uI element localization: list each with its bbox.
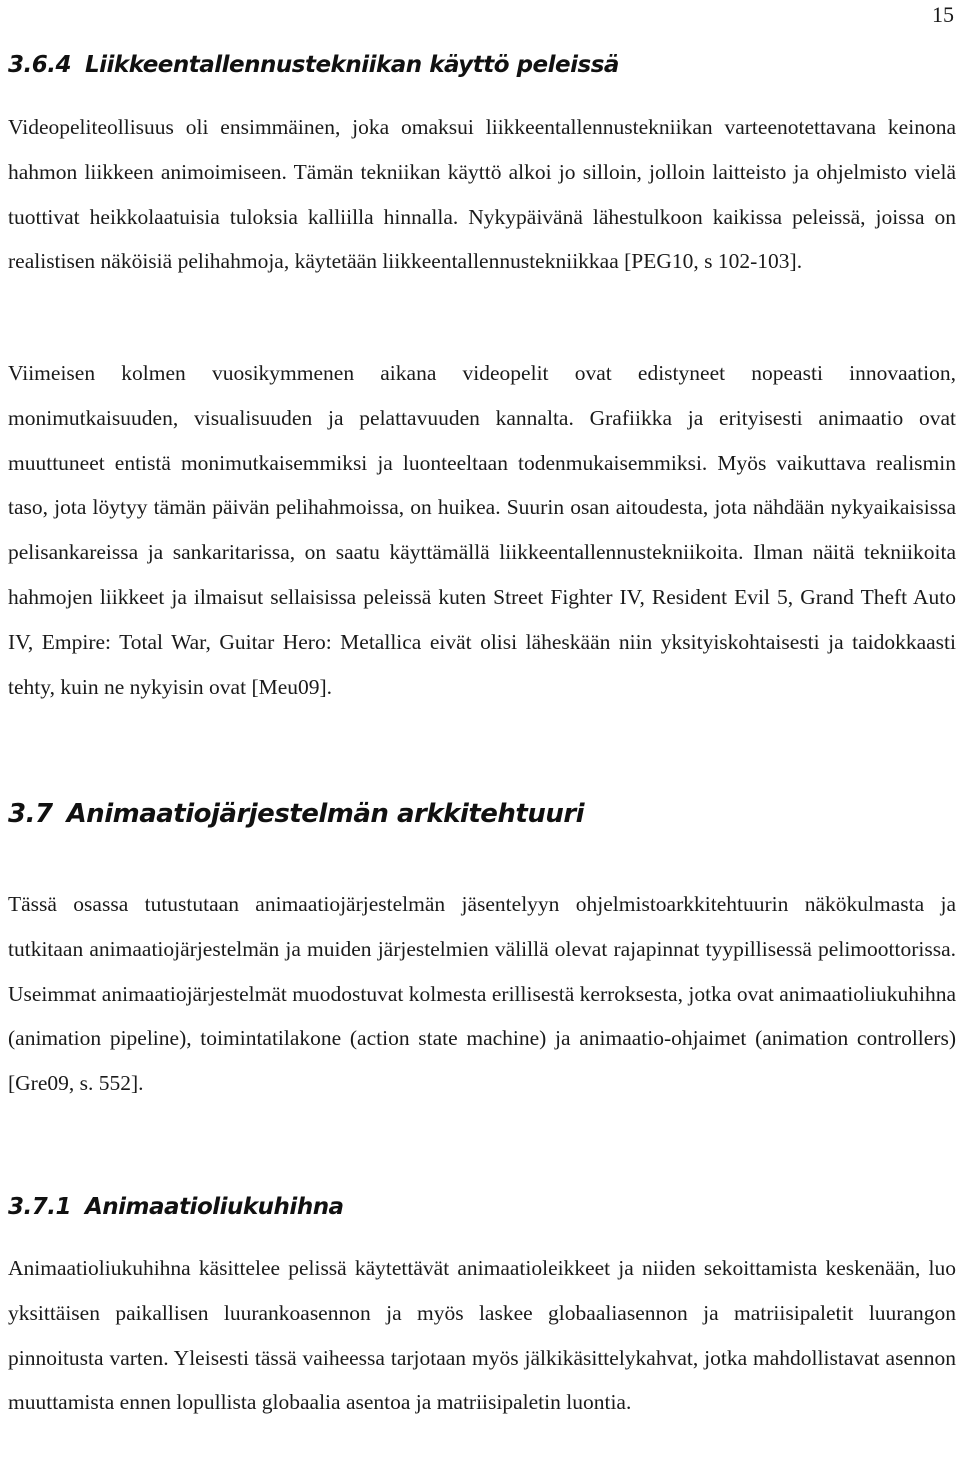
paragraph: Videopeliteollisuus oli ensimmäinen, joka omaksui liikkeentallennustekniikan varteenotettavana keinona hahmon liikkeen animoimiseen. Tämän tekniikan käyttö alkoi jo silloin, jolloin laitteisto ja ohjelmisto vielä tuottivat heikkolaatuisia tuloksia kalliilla hinnalla. Nykypäivänä lähestulkoon kaikissa peleissä, joissa on realistisen näköisiä pelihahmoja, käytetään liikkeentallennustekniikkaa [PEG10, s 102-103]. <box>8 115 956 274</box>
section-title: Animaatioliukuhihna <box>85 1194 344 1220</box>
section-heading-3-7 <box>8 797 584 831</box>
paragraph: Viimeisen kolmen vuosikymmenen aikana videopelit ovat edistyneet nopeasti innovaation, monimutkaisuuden, visualisuuden ja pelattavuuden kannalta. Grafiikka ja erityisesti animaatio ovat muuttuneet entistä monimutkaisemmiksi ja luonteeltaan todenmukaisemmiksi. Myös vaikuttava realismin taso, jota löytyy tämän päivän pelihahmoissa, on huikea. Suurin osan aitoudesta, jota nähdään nykyaikaisissa pelisankareissa ja sankaritarissa, on saatu käyttämällä liikkeentallennustekniikoita. Ilman näitä tekniikoita hahmojen liikkeet ja ilmaisut sellaisissa peleissä kuten Street Fighter IV, Resident Evil 5, Grand Theft Auto IV, Empire: Total War, Guitar Hero: Metallica eivät olisi läheskään niin yksityiskohtaisesti ja taidokkaasti tehty, kuin ne nykyisin ovat [Meu09]. <box>8 361 956 699</box>
section-heading-3-7-1 <box>8 1192 344 1222</box>
section-number: 3.6.4 <box>8 52 71 78</box>
section-heading-3-6-4 <box>8 50 619 80</box>
section-number: 3.7 <box>8 799 53 829</box>
page-number: 15 <box>932 2 954 27</box>
section-title: Animaatiojärjestelmän arkkitehtuuri <box>66 799 585 829</box>
section-number: 3.7.1 <box>8 1194 71 1220</box>
section-title: Liikkeentallennustekniikan käyttö peleissä <box>85 52 619 78</box>
paragraph: Animaatioliukuhihna käsittelee pelissä käytettävät animaatioleikkeet ja niiden sekoittamista keskenään, luo yksittäisen paikallisen luurankoasennon ja myös laskee globaaliasennon ja matriisipaletit luurangon pinnoitusta varten. Yleisesti tässä vaiheessa tarjotaan myös jälkikäsittelykahvat, jotka mahdollistavat asennon muuttamista ennen lopullista globaalia asentoa ja matriisipaletin luontia. <box>8 1256 956 1415</box>
paragraph: Tässä osassa tutustutaan animaatiojärjestelmän jäsentelyyn ohjelmistoarkkitehtuurin näkökulmasta ja tutkitaan animaatiojärjestelmän ja muiden järjestelmien välillä olevat rajapinnat tyypillisessä pelimoottorissa. Useimmat animaatiojärjestelmät muodostuvat kolmesta erillisestä kerroksesta, jotka ovat animaatioliukuhihna (animation pipeline), toimintatilakone (action state machine) ja animaatio-ohjaimet (animation controllers) [Gre09, s. 552]. <box>8 892 956 1096</box>
